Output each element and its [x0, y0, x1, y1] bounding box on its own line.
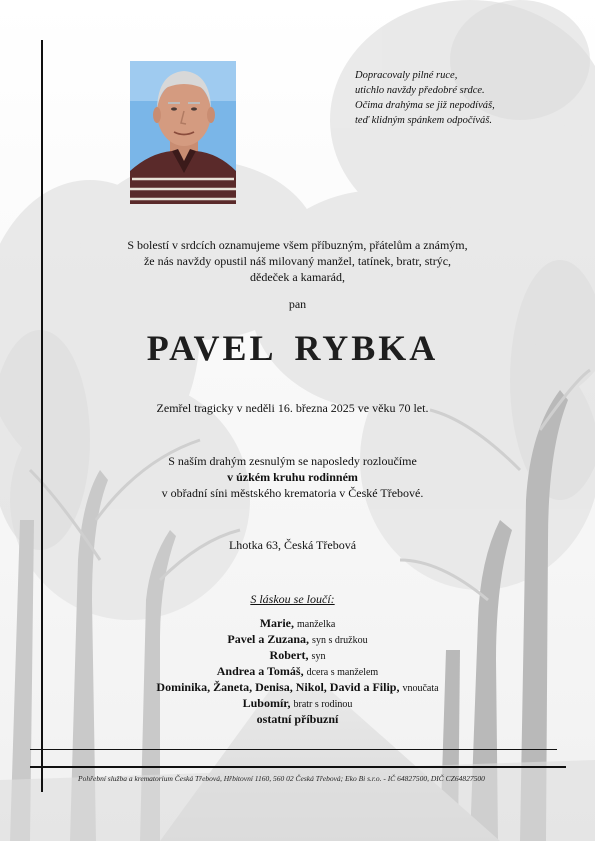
poem-line: teď klidným spánkem odpočíváš. — [355, 115, 493, 126]
horizontal-rule-lower — [30, 766, 566, 768]
farewell-line: S naším drahým zesnulým se naposledy rozloučíme — [168, 454, 417, 468]
horizontal-rule-upper — [30, 749, 557, 750]
announcement — [0, 237, 595, 285]
mourner-name: Dominika, Žaneta, Denisa, Nikol, David a Filip, — [156, 680, 400, 694]
mourner-entry — [0, 632, 595, 648]
mourner-relation: vnoučata — [402, 683, 439, 694]
memorial-poem — [355, 68, 555, 128]
announcement-line: že nás navždy opustil náš milovaný manžel, tatínek, bratr, strýc, — [143, 254, 452, 268]
mourner-entry — [0, 696, 595, 712]
mourners-title: S láskou se loučí: — [250, 592, 335, 606]
farewell-line-private: v úzkém kruhu rodinném — [227, 470, 358, 484]
address: Lhotka 63, Česká Třebová — [228, 538, 357, 552]
deceased-name: PAVEL RYBKA — [146, 328, 439, 368]
mourner-entry — [0, 664, 595, 680]
announcement-line: S bolestí v srdcích oznamujeme všem příbuzným, přátelům a známým, — [127, 238, 468, 252]
mourner-name: Marie, — [259, 616, 294, 630]
death-notice: Zemřel tragicky v neděli 16. března 2025 ve věku 70 let. — [156, 401, 429, 415]
poem-line: utichlo navždy předobré srdce. — [355, 85, 485, 96]
mourner-entry — [0, 712, 595, 728]
mourner-entry — [0, 648, 595, 664]
funeral-service-footer: Pohřební služba a krematorium Česká Třebová, Hřbitovní 1160, 560 02 Česká Třebová; Eko Bi s.r.o. - IČ 64827500, DIČ CZ64827500 — [78, 774, 485, 783]
mourner-entry — [0, 680, 595, 696]
announcement-line: dědeček a kamarád, — [250, 270, 345, 284]
mourners-list — [0, 616, 595, 728]
poem-line: Dopracovaly pilné ruce, — [355, 70, 458, 81]
farewell-line: v obřadní síni městského krematoria v České Třebové. — [161, 486, 424, 500]
mourner-relation: syn — [311, 651, 326, 662]
mourner-relation: manželka — [297, 619, 336, 630]
portrait-photo — [130, 61, 236, 204]
mourner-relation: dcera s manželem — [306, 667, 379, 678]
poem-line: Očima drahýma se již nepodíváš, — [355, 100, 495, 111]
mourner-name: ostatní příbuzní — [256, 712, 339, 726]
mourner-relation: syn s družkou — [312, 635, 368, 646]
mourner-entry — [0, 616, 595, 632]
mourner-name: Lubomír, — [242, 696, 291, 710]
mourner-name: Pavel a Zuzana, — [227, 632, 310, 646]
mourner-name: Andrea a Tomáš, — [216, 664, 304, 678]
farewell-details — [0, 453, 585, 501]
honorific: pan — [288, 297, 307, 311]
mourner-relation: bratr s rodinou — [293, 699, 353, 710]
mourner-name: Robert, — [269, 648, 309, 662]
